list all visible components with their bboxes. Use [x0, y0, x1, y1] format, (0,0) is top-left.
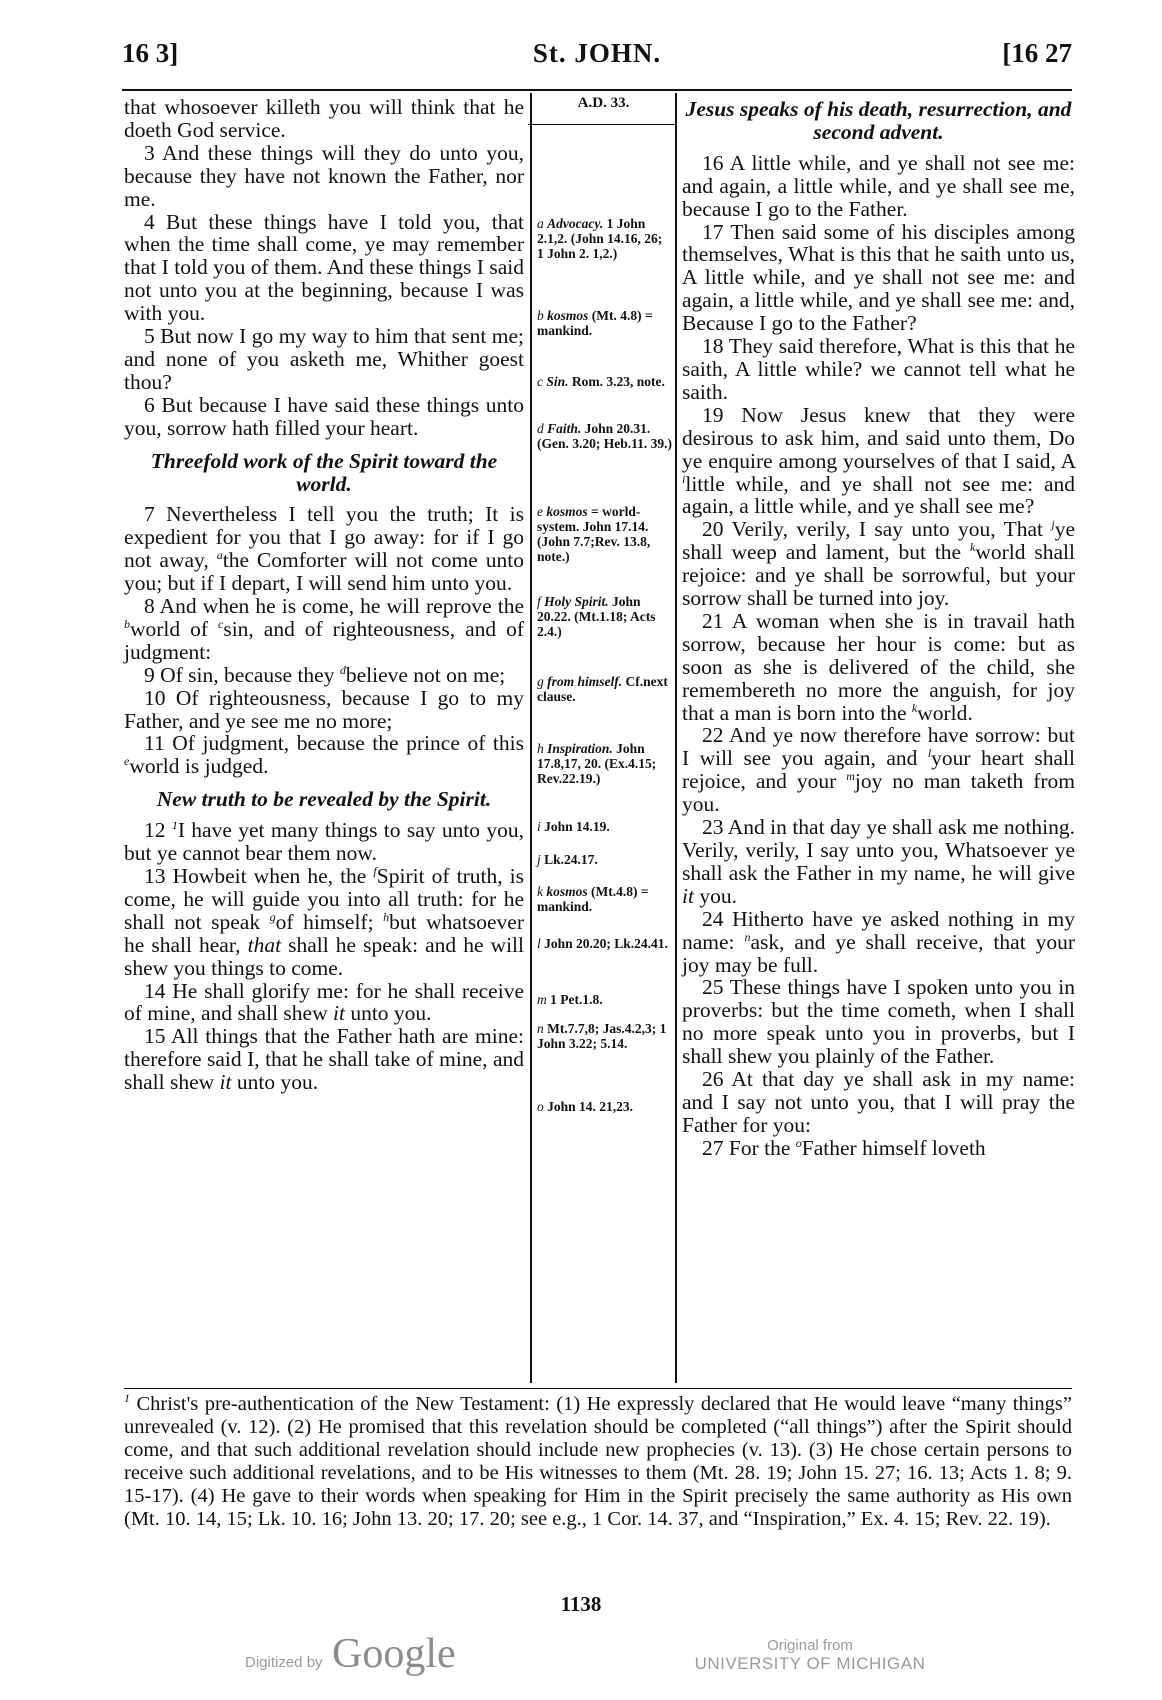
margin-note-letter: l [537, 936, 541, 951]
column-divider-right [675, 93, 677, 1383]
reference-mark: e [124, 754, 130, 769]
margin-note-j [537, 852, 672, 867]
margin-note-text: Cf.next clause. [537, 674, 668, 704]
verse-10: 10 Of righteousness, because I go to my Father, and ye see me no more; [124, 685, 524, 733]
margin-note-text: John 14.19. [544, 819, 610, 834]
margin-note-text: Mt.7.7,8; Jas.4.2,3; 1 John 3.22; 5.14. [537, 1021, 667, 1051]
margin-note-title: Advocacy. [547, 216, 604, 231]
margin-note-title: kosmos [547, 308, 589, 323]
margin-note-k [537, 884, 672, 914]
header-left-reference: 16 3] [122, 38, 179, 68]
reference-mark: o [795, 1135, 802, 1150]
verse-9: 9 Of sin, because they $^d$believe not on me; [144, 662, 506, 687]
section-heading-threefold-work: Threefold work of the Spirit toward the world. [150, 448, 498, 496]
margin-note-text: John 14. 21,23. [547, 1099, 634, 1114]
verse-5: 5 But now I go my way to him that sent me; and none of you asketh me, Whither goest thou? [124, 324, 524, 394]
verse-26: 26 At that day ye shall ask in my name: and I say not unto you, that I will pray the Father for you: [682, 1067, 1075, 1137]
institution-name: UNIVERSITY OF MICHIGAN [694, 1654, 926, 1673]
book-title: St. JOHN. [532, 38, 662, 68]
margin-note-text: = world-system. John 17.14. (John 7.7;Rev. 13.8, note.) [537, 504, 651, 564]
reference-mark: j [1051, 517, 1055, 532]
margin-note-letter: d [537, 421, 544, 436]
margin-note-text: John 20.20; Lk.24.41. [544, 936, 668, 951]
margin-note-b [537, 308, 672, 338]
margin-note-letter: g [537, 674, 544, 689]
verse-11: 11 Of judgment, because the prince of this $^e$world is judged. [124, 731, 524, 779]
margin-note-title: Faith. [547, 421, 582, 436]
reference-mark: g [269, 909, 276, 924]
left-text-column [124, 96, 524, 1094]
reference-mark: d [339, 662, 346, 677]
margin-note-text: Rom. 3.23, note. [571, 374, 665, 389]
margin-note-title: Inspiration. [547, 741, 613, 756]
margin-note-title: Sin. [546, 374, 569, 389]
margin-note-m [537, 992, 672, 1007]
margin-note-e [537, 504, 672, 564]
margin-note-text: (Mt.4.8) = mankind. [537, 884, 649, 914]
verse-4-b: ye may remember that I told you of them. And these things I said not unto you at the beginning, because I was with you. [124, 232, 524, 326]
margin-note-letter: a [537, 216, 544, 231]
margin-note-letter: m [537, 992, 547, 1007]
reference-mark: b [124, 616, 130, 631]
margin-note-h [537, 741, 672, 786]
original-from-text: Original from [767, 1637, 853, 1654]
section-heading-new-truth: New truth to be revealed by the Spirit. [156, 787, 492, 812]
reference-mark: n [744, 929, 751, 944]
verse-25: 25 These things have I spoken unto you in proverbs: but the time cometh, when I shall no more speak unto you in proverbs, but I shall shew you plainly of the Father. [682, 975, 1075, 1069]
margin-note-letter: n [537, 1021, 544, 1036]
margin-note-l [537, 936, 672, 951]
google-logo: Google [332, 1631, 456, 1677]
right-text-column [682, 96, 1075, 1160]
page-number: 1138 [560, 1592, 602, 1616]
footnote-number: 1 [124, 1391, 130, 1406]
verse-23: 23 And in that day ye shall ask me nothing. Verily, verily, I say unto you, Whatsoever ye shall ask the Father in my name, he will give it you. [682, 815, 1075, 908]
margin-note-text: (Mt. 4.8) = mankind. [537, 308, 653, 338]
verse-21: 21 A woman when she is in travail hath sorrow, because her hour is come: but as soon as she is delivered of the child, she remembereth no more the anguish, for joy that a man is born into the $^k$world. [682, 608, 1075, 725]
reference-mark: h [383, 909, 390, 924]
verse-18: 18 They said therefore, What is this that he saith, A little while? we cannot tell what he saith. [682, 334, 1075, 404]
verse-12: 12 $^1$I have yet many things to say unto you, but ye cannot bear them now. [124, 818, 524, 866]
section-heading-jesus-speaks: Jesus speaks of his death, resurrection, and second advent. [685, 97, 1072, 144]
verse-2-continuation: that whosoever killeth you will think that he doeth God service. [124, 95, 524, 142]
margin-note-letter: e [537, 504, 543, 519]
reference-mark: i [682, 471, 686, 486]
margin-note-letter: k [537, 884, 543, 899]
margin-note-letter: c [537, 374, 543, 389]
margin-note-g [537, 674, 672, 704]
verse-13: 13 Howbeit when he, the $^f$Spirit of truth, is come, he will guide you into all truth: for he shall not speak $^g$of himself; $^h$but whatsoever he shall hear, that shall he speak: and he will shew you things to come. [124, 863, 525, 980]
reference-mark: l [927, 746, 932, 761]
verse-15: 15 All things that the Father hath are mine: therefore said I, that he shall take of mine, and shall shew it unto you. [124, 1024, 524, 1095]
reference-mark: m [846, 769, 855, 784]
margin-note-title: from himself. [547, 674, 623, 689]
margin-note-title: Holy Spirit. [544, 594, 609, 609]
footnote-text: Christ's pre-authentication of the New Testament: (1) He expressly declared that He would leave “many things” unrevealed (v. 12). (2) He promised that this revelation should be completed (“all things”) after the Spirit should come, and that such additional revelation should include new prophecies (v. 13). (3) He chose certain persons to receive such additional revelations, and to be His witnesses to them (Mt. 28. 19; John 15. 27; 16. 13; Acts 1. 8; 9. 15-17). (4) He gave to their words when speaking for Him in the Spirit precisely the same authority as His own (Mt. 10. 14, 15; Lk. 10. 16; John 13. 20; 17. 20; see e.g., 1 Cor. 14. 37, and “Inspiration,” Ex. 4. 15; Rev. 22. 19). [124, 1393, 1073, 1530]
digitized-by-text: Digitized by [245, 1654, 323, 1671]
verse-22: 22 And ye now therefore have sorrow: but I will see you again, and $^l$your heart shall rejoice, and your $^m$joy no man taketh from you. [682, 723, 1075, 817]
margin-note-letter: j [537, 852, 541, 867]
margin-note-text: John 20.22. (Mt.1.18; Acts 2.4.) [537, 594, 656, 639]
header-rule [122, 89, 1072, 91]
margin-note-text: John 20.31. (Gen. 3.20; Heb.11. 39.) [537, 421, 672, 451]
verse-16: 16 A little while, and ye shall not see me: and again, a little while, and ye shall see me, because I go to the Father. [682, 150, 1075, 221]
margin-note-text: 1 John 2.1,2. (John 14.16, 26; 1 John 2. 1,2.) [537, 216, 663, 261]
margin-note-i [537, 819, 672, 834]
margin-note-a [537, 216, 672, 261]
verse-8: 8 And when he is come, he will reprove the $^b$world of $^c$sin, and of righteousness, and of judgment: [124, 594, 524, 664]
verse-24: 24 Hitherto have ye asked nothing in my name: $^n$ask, and ye shall receive, that your joy may be full. [682, 906, 1075, 977]
margin-note-d [537, 421, 672, 451]
margin-note-text: John 17.8,17, 20. (Ex.4.15; Rev.22.19.) [537, 741, 657, 786]
page-header [122, 38, 1072, 78]
verse-7: 7 Nevertheless I tell you the truth; It is expedient for you that I go away: for if I go not away, $^a$the Comforter will not come unto you; but if I depart, I will send him unto you. [124, 502, 524, 596]
margin-date-rule [528, 124, 675, 125]
margin-note-title: kosmos [546, 504, 588, 519]
verse-6: 6 But because I have said these things unto you, sorrow hath filled your heart. [124, 392, 524, 440]
margin-note-text: Lk.24.17. [544, 852, 598, 867]
verse-17: 17 Then said some of his disciples among themselves, What is this that he saith unto us, A little while, and ye shall not see me: and again, a little while, and ye shall see me: and, Because I go to the Father? [682, 219, 1075, 336]
reference-mark: k [911, 700, 918, 715]
verse-4-text: 4 But these things have I told you, that when the time shall come, [124, 209, 524, 257]
margin-note-o [537, 1099, 672, 1114]
verse-3: 3 And these things will they do unto you, because they have not known the Father, nor me. [124, 140, 524, 211]
reference-mark: f [373, 863, 377, 878]
footnote-rule [124, 1388, 1072, 1389]
margin-note-letter: o [537, 1099, 544, 1114]
margin-note-letter: b [537, 308, 544, 323]
margin-reference-column [535, 95, 672, 1114]
margin-note-n [537, 1021, 672, 1051]
column-divider-left [530, 93, 532, 1383]
verse-4 [124, 211, 524, 326]
verse-19: 19 Now Jesus knew that they were desirous to ask him, and said unto them, Do ye enquire among yourselves of that I said, A $^i$little while, and ye shall not see me: and again, a little while, and ye shall see me? [682, 402, 1075, 519]
margin-note-text: 1 Pet.1.8. [550, 992, 603, 1007]
margin-note-letter: h [537, 741, 544, 756]
origin-watermark [690, 1637, 930, 1674]
margin-note-f [537, 594, 672, 639]
reference-mark: c [218, 616, 224, 631]
verse-14: 14 He shall glorify me: for he shall receive of mine, and shall shew it unto you. [124, 978, 524, 1026]
verse-20: 20 Verily, verily, I say unto you, That $^j$ye shall weep and lament, but the $^k$world shall rejoice: and ye shall be sorrowful, but your sorrow shall be turned into joy. [682, 517, 1075, 611]
margin-date: A.D. 33. [577, 95, 630, 111]
margin-note-letter: f [537, 594, 541, 609]
footnote-mark: 1 [171, 818, 178, 833]
reference-mark: a [216, 548, 223, 563]
footnote [124, 1393, 1072, 1531]
verse-27: 27 For the $^o$Father himself loveth [702, 1135, 986, 1160]
reference-mark: k [970, 540, 976, 555]
margin-note-title: kosmos [546, 884, 588, 899]
margin-note-c [537, 374, 672, 389]
header-right-reference: [16 27 [1002, 38, 1072, 68]
margin-note-letter: i [537, 819, 541, 834]
